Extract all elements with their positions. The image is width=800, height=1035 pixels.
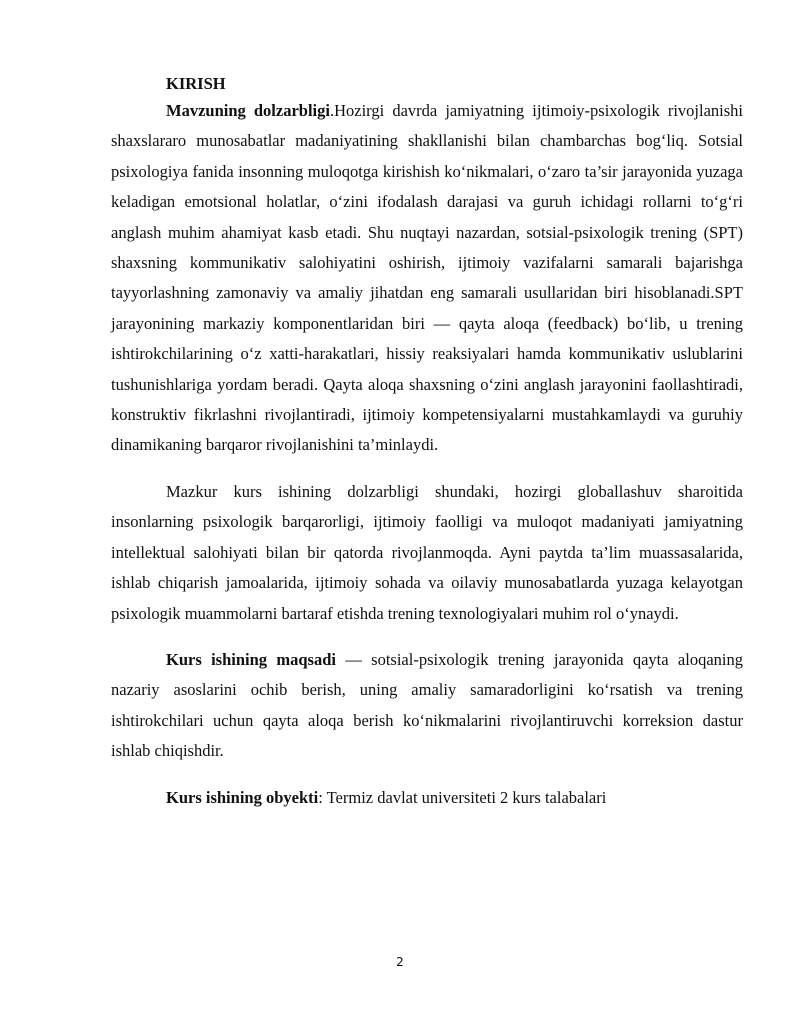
- section-heading: KIRISH: [166, 74, 226, 93]
- paragraph-text: Mazkur kurs ishining dolzarbligi shundaki, hozirgi globallashuv sharoitida insonlarning psixologik barqarorligi, ijtimoiy faolligi va muloqot madaniyati jamiyatning intellektual salohiyati bilan bir qatorda rivojlanmoqda. Ayni paytda ta’lim muassasalarida, ishlab chiqarish jamoalarida, ijtimoiy sohada va oilaviy munosabatlarda yuzaga kelayotgan psixologik muammolarni bartaraf etishda trening texnologiyalari muhim rol o‘ynaydi.: [111, 481, 743, 623]
- paragraph-text: : Termiz davlat universiteti 2 kurs talabalari: [318, 787, 607, 807]
- paragraph-goal: [111, 645, 743, 767]
- paragraph-lead: Mavzuning dolzarbligi: [166, 101, 330, 120]
- paragraph-text: — sotsial-psixologik trening jarayonida qayta aloqaning nazariy asoslarini ochib berish, uning amaliy samaradorligini ko‘rsatish va trening ishtirokchilari uchun qayta aloqa berish ko‘nikmalarini rivojlantiruvchi korreksion dastur ishlab chiqishdir.: [111, 649, 743, 761]
- paragraph-text: .Hozirgi davrda jamiyatning ijtimoiy-psixologik rivojlanishi shaxslararo munosabatlar madaniyatining shakllanishi bilan chambarchas bog‘liq. Sotsial psixologiya fanida insonning muloqotga kirishish ko‘nikmalari, o‘zaro ta’sir jarayonida yuzaga keladigan emotsional holatlar, o‘zini ifodalash darajasi va guruh ichidagi rollarni to‘g‘ri anglash muhim ahamiyat kasb etadi. Shu nuqtayi nazardan, sotsial-psixologik trening (SPT) shaxsning kommunikativ salohiyatini oshirish, ijtimoiy vazifalarni samarali bajarishga tayyorlashning zamonaviy va amaliy jihatdan eng samarali usullaridan biri hisoblanadi.SPT jarayonining markaziy komponentlaridan biri — qayta aloqa (feedback) bo‘lib, u trening ishtirokchilarining o‘z xatti-harakatlari, hissiy reaksiyalari hamda kommunikativ uslublarini tushunishlariga yordam beradi. Qayta aloqa shaxsning o‘zini anglash jarayonini faollashtiradi, konstruktiv fikrlashni rivojlantiradi, ijtimoiy kompetensiyalarni mustahkamlaydi va guruhiy dinamikaning barqaror rivojlanishini ta’minlaydi.: [111, 101, 743, 455]
- paragraph-lead: Kurs ishining maqsadi: [166, 649, 336, 669]
- paragraph-relevance: [111, 96, 743, 461]
- paragraph-context: [111, 477, 743, 629]
- paragraph-object: [111, 783, 743, 813]
- page-number: 2: [396, 955, 404, 969]
- document-page: [111, 74, 743, 813]
- paragraph-lead: Kurs ishining obyekti: [166, 787, 319, 807]
